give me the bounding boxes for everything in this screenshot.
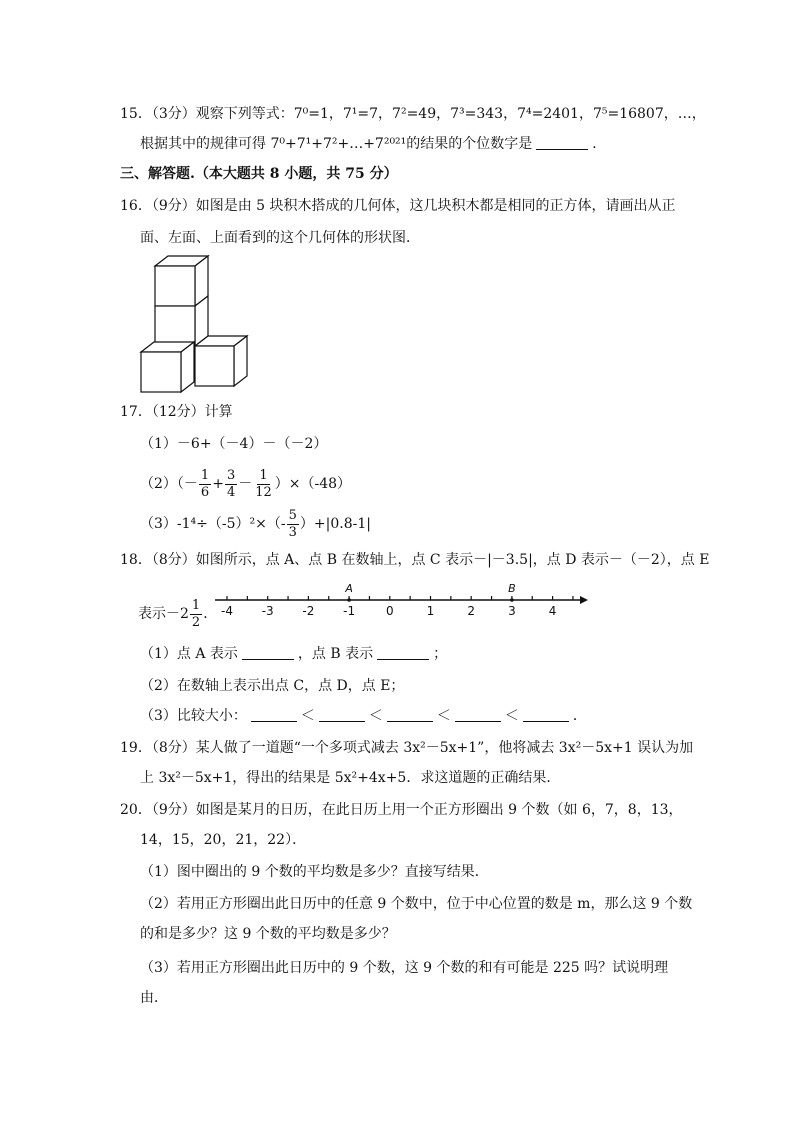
q15-period: ． bbox=[592, 136, 607, 152]
number-line-tick-label: 4 bbox=[548, 604, 557, 618]
number-line-tick-label: -4 bbox=[221, 604, 233, 618]
q20-part3b: 由． bbox=[140, 990, 168, 1006]
number-line-point-label: A bbox=[345, 582, 353, 595]
q18-part1-a: （1）点 A 表示 bbox=[140, 646, 238, 662]
section-3-heading: 三、解答题.（本大题共 8 小题，共 75 分） bbox=[120, 166, 398, 182]
q15-answer-blank[interactable] bbox=[536, 135, 588, 150]
cube-front-face bbox=[155, 266, 195, 306]
q18-point-a-blank[interactable] bbox=[242, 645, 294, 660]
q15-line2 bbox=[140, 134, 606, 154]
less-than: ＜ bbox=[436, 708, 451, 724]
q17-part3 bbox=[140, 506, 371, 542]
number-line-tick-label: 1 bbox=[426, 604, 435, 618]
q18-line2-lead: 表示－2 bbox=[138, 606, 189, 622]
q15-sequence: 7⁰=1，7¹=7，7²=49，7³=343，7⁴=2401，7⁵=16807，…， bbox=[293, 106, 706, 122]
q18-part3-end: ． bbox=[572, 708, 587, 724]
q18-part1 bbox=[140, 644, 447, 664]
q17-part3-lead: （3）-1⁴÷（-5）²×（- bbox=[140, 516, 286, 532]
fraction: $\frac{5}{3}$ bbox=[288, 507, 297, 540]
fraction: $\frac{1}{6}$ bbox=[200, 467, 210, 500]
cube-stack-figure bbox=[135, 252, 265, 397]
number-line-point bbox=[510, 598, 514, 602]
fraction: $\frac{1}{2}$ bbox=[191, 597, 201, 630]
compare-blank[interactable] bbox=[523, 707, 569, 722]
q17-part2-tail: ）×（-48） bbox=[274, 476, 352, 492]
q18-part3-lead: （3）比较大小： bbox=[140, 708, 247, 724]
number-line-point bbox=[347, 598, 351, 602]
fraction: $\frac{1}{12}$ bbox=[255, 467, 272, 500]
q20-part3a: （3）若用正方形圈出此日历中的 9 个数，这 9 个数的和有可能是 225 吗？试说明理 bbox=[140, 960, 669, 976]
number-line-point-label: B bbox=[508, 582, 516, 595]
q18-line1: 18．（8分）如图所示，点 A、点 B 在数轴上，点 C 表示－|－3.5|，点 D 表示－（－2），点 E bbox=[120, 552, 710, 568]
less-than: ＜ bbox=[504, 708, 519, 724]
q18-part3 bbox=[140, 706, 587, 726]
q18-line2-end: ． bbox=[203, 606, 218, 622]
number-line-tick-label: -3 bbox=[261, 604, 274, 618]
q15-question: 根据其中的规律可得 7⁰+7¹+7²+…+7²⁰²¹的结果的个位数字是 bbox=[140, 136, 533, 152]
compare-blank[interactable] bbox=[455, 707, 501, 722]
less-than: ＜ bbox=[368, 708, 383, 724]
q18-part1-end: ； bbox=[433, 646, 448, 662]
number-line-tick-label: 2 bbox=[467, 604, 476, 618]
number-line-tick-label: -1 bbox=[343, 604, 356, 618]
q16-line2: 面、左面、上面看到的这个几何体的形状图． bbox=[140, 230, 420, 246]
q15-line1 bbox=[120, 104, 706, 124]
q17-part2: （2）（－ $\frac{1}{6}$ + $\frac{3}{4}$ － $\frac{1}{12}$ ）×（-48） bbox=[140, 467, 352, 500]
fraction: $\frac{3}{4}$ bbox=[226, 467, 236, 500]
compare-blank[interactable] bbox=[387, 707, 433, 722]
number-line-arrow-icon bbox=[580, 596, 588, 604]
q18-point-b-blank[interactable] bbox=[377, 645, 429, 660]
q18-part2: （2）在数轴上表示出点 C，点 D，点 E； bbox=[140, 678, 405, 694]
q20-part2a: （2）若用正方形圈出此日历中的任意 9 个数中，位于中心位置的数是 m，那么这 9 个数 bbox=[140, 896, 693, 912]
number-line-tick-label: -2 bbox=[302, 604, 315, 618]
q19-line2: 上 3x²－5x+1，得出的结果是 5x²+4x+5．求这道题的正确结果． bbox=[140, 770, 561, 786]
q17-title: 17．（12分）计算 bbox=[120, 404, 233, 420]
q17-part1: （1）－6+（－4）－（－2） bbox=[140, 436, 328, 452]
q15-lead: 15．（3分）观察下列等式： bbox=[120, 106, 294, 122]
q16-line1: 16．（9分）如图是由 5 块积木搭成的几何体，这几块积木都是相同的正方体，请画出从正 bbox=[120, 198, 676, 214]
less-than: ＜ bbox=[300, 708, 315, 724]
compare-blank[interactable] bbox=[251, 707, 297, 722]
q18-line2 bbox=[138, 596, 217, 632]
q18-part1-b: ，点 B 表示 bbox=[297, 646, 374, 662]
q20-line1: 20．（9分）如图是某月的日历，在此日历上用一个正方形圈出 9 个数（如 6，7，8，13， bbox=[120, 802, 683, 818]
q20-line2: 14，15，20，21，22）． bbox=[140, 832, 307, 848]
number-line-tick-label: 0 bbox=[385, 604, 394, 618]
number-line-tick-label: 3 bbox=[508, 604, 516, 618]
q20-part1: （1）图中圈出的 9 个数的平均数是多少？直接写结果． bbox=[140, 864, 489, 880]
q19-line1: 19．（8分）某人做了一道题“一个多项式减去 3x²－5x+1”，他将减去 3x²－5x+1 误认为加 bbox=[120, 740, 694, 756]
q17-part2-label: （2）（－ bbox=[140, 476, 198, 492]
number-line bbox=[210, 580, 590, 620]
compare-blank[interactable] bbox=[319, 707, 365, 722]
q17-part3-tail: ）+|0.8-1| bbox=[299, 516, 371, 532]
q20-part2b: 的和是多少？这 9 个数的平均数是多少？ bbox=[140, 926, 396, 942]
